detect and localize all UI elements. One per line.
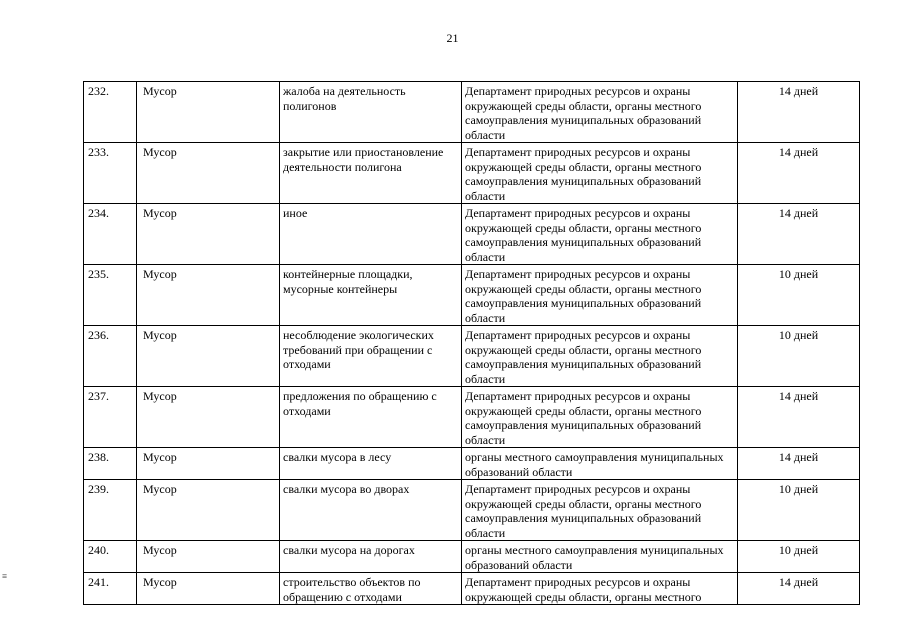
table-row [84, 573, 860, 605]
table-row [84, 326, 860, 387]
row-subject: свалки мусора в лесу [280, 448, 462, 480]
table-row [84, 82, 860, 143]
row-number: 240. [84, 541, 137, 573]
row-organ: Департамент природных ресурсов и охраны окружающей среды области, органы местного самоуправления муниципальных образований области [462, 204, 738, 265]
row-number: 232. [84, 82, 137, 143]
row-organ: Департамент природных ресурсов и охраны окружающей среды области, органы местного самоуправления муниципальных образований области [462, 387, 738, 448]
row-number: 241. [84, 573, 137, 605]
row-category: Мусор [137, 448, 280, 480]
row-number: 235. [84, 265, 137, 326]
table-row [84, 204, 860, 265]
row-subject: предложения по обращению с отходами [280, 387, 462, 448]
row-term: 14 дней [738, 82, 860, 143]
row-category: Мусор [137, 143, 280, 204]
row-organ: Департамент природных ресурсов и охраны окружающей среды области, органы местного самоуправления муниципальных образований области [462, 82, 738, 143]
row-subject: несоблюдение экологических требований при обращении с отходами [280, 326, 462, 387]
margin-mark: ≡ [2, 571, 8, 581]
row-category: Мусор [137, 387, 280, 448]
row-organ: Департамент природных ресурсов и охраны окружающей среды области, органы местного самоуправления муниципальных образований области [462, 143, 738, 204]
row-subject: строительство объектов по обращению с отходами [280, 573, 462, 605]
table-row [84, 541, 860, 573]
row-number: 238. [84, 448, 137, 480]
row-number: 234. [84, 204, 137, 265]
row-subject: контейнерные площадки, мусорные контейнеры [280, 265, 462, 326]
row-organ: Департамент природных ресурсов и охраны окружающей среды области, органы местного [462, 573, 738, 605]
row-category: Мусор [137, 204, 280, 265]
row-organ: органы местного самоуправления муниципальных образований области [462, 541, 738, 573]
table-row [84, 480, 860, 541]
row-term: 10 дней [738, 265, 860, 326]
row-term: 14 дней [738, 448, 860, 480]
row-number: 236. [84, 326, 137, 387]
row-subject: жалоба на деятельность полигонов [280, 82, 462, 143]
row-number: 233. [84, 143, 137, 204]
row-term: 10 дней [738, 326, 860, 387]
row-category: Мусор [137, 541, 280, 573]
row-subject: закрытие или приостановление деятельности полигона [280, 143, 462, 204]
table-row [84, 265, 860, 326]
row-term: 14 дней [738, 143, 860, 204]
row-term: 10 дней [738, 541, 860, 573]
row-category: Мусор [137, 480, 280, 541]
registry-table [83, 81, 860, 605]
row-term: 14 дней [738, 204, 860, 265]
row-subject: свалки мусора во дворах [280, 480, 462, 541]
table-row [84, 143, 860, 204]
page-number: 21 [446, 31, 459, 45]
row-subject: иное [280, 204, 462, 265]
table-row [84, 387, 860, 448]
row-term: 14 дней [738, 387, 860, 448]
row-category: Мусор [137, 326, 280, 387]
row-term: 10 дней [738, 480, 860, 541]
table-row [84, 448, 860, 480]
row-subject: свалки мусора на дорогах [280, 541, 462, 573]
row-category: Мусор [137, 573, 280, 605]
row-organ: Департамент природных ресурсов и охраны окружающей среды области, органы местного самоуправления муниципальных образований области [462, 265, 738, 326]
row-number: 237. [84, 387, 137, 448]
row-organ: органы местного самоуправления муниципальных образований области [462, 448, 738, 480]
row-term: 14 дней [738, 573, 860, 605]
row-category: Мусор [137, 82, 280, 143]
row-organ: Департамент природных ресурсов и охраны окружающей среды области, органы местного самоуправления муниципальных образований области [462, 480, 738, 541]
row-category: Мусор [137, 265, 280, 326]
row-number: 239. [84, 480, 137, 541]
row-organ: Департамент природных ресурсов и охраны окружающей среды области, органы местного самоуправления муниципальных образований области [462, 326, 738, 387]
